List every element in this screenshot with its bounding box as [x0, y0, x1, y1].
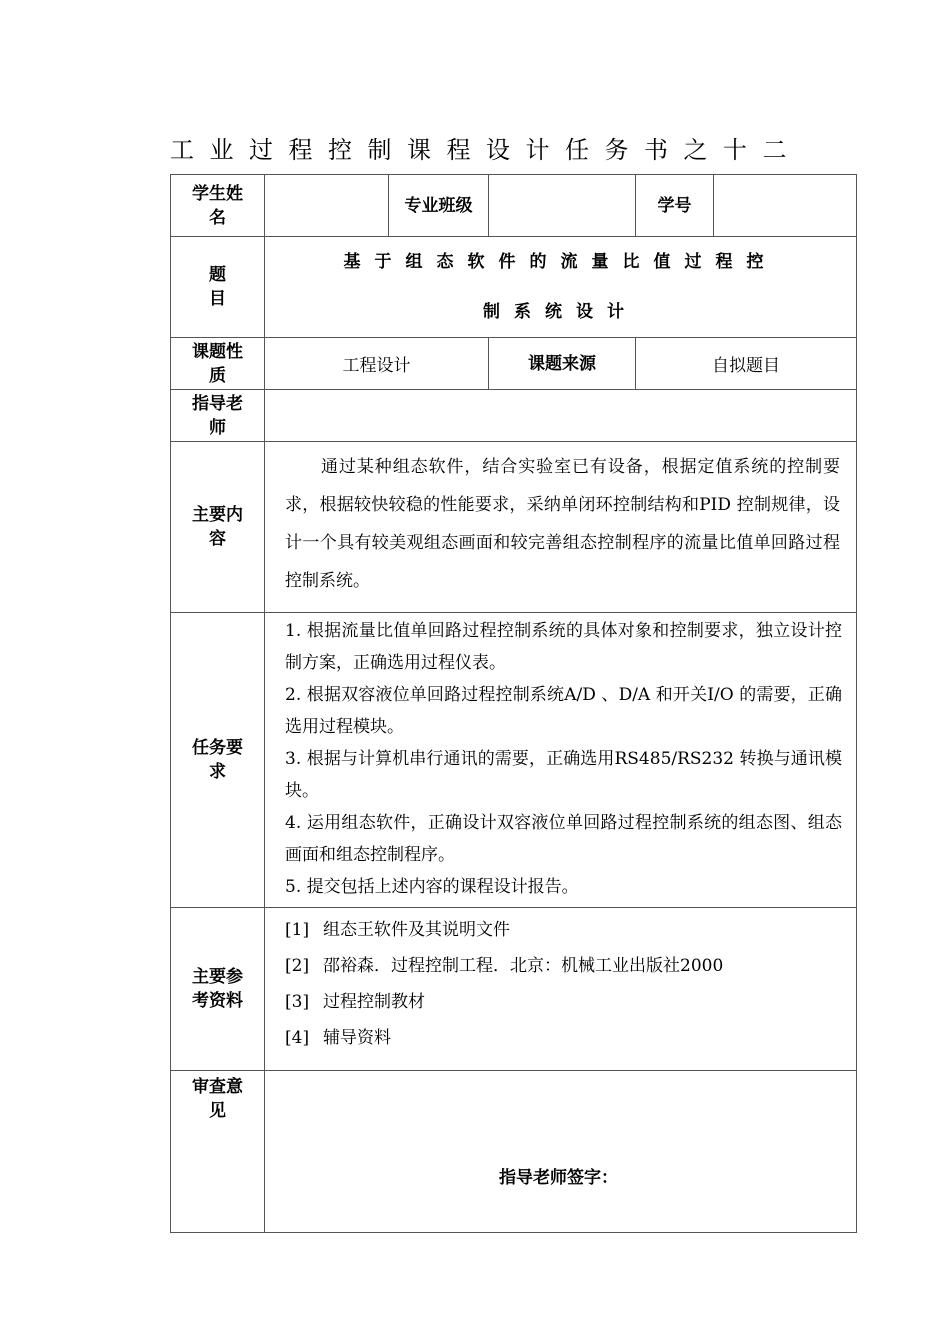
student-info-row	[171, 175, 857, 237]
content-text	[265, 442, 857, 613]
task-item: 5. 提交包括上述内容的课程设计报告。	[285, 877, 579, 897]
task-item: 3. 根据与计算机串行通讯的需要，正确选用RS485/RS232 转换与通讯模块。	[285, 749, 842, 801]
reference-text: 邵裕森．过程控制工程．北京：机械工业出版社2000	[323, 956, 724, 976]
advisor-row	[171, 390, 857, 442]
references-label: 主要参考资料	[171, 908, 265, 1071]
tasks-list	[265, 613, 857, 908]
advisor-value[interactable]	[265, 390, 857, 442]
topic-title	[265, 237, 857, 338]
task-item: 2. 根据双容液位单回路过程控制系统A/D 、D/A 和开关I/O 的需要，正确选用过程模块。	[285, 685, 842, 737]
content-paragraph: 通过某种组态软件，结合实验室已有设备，根据定值系统的控制要求，根据较快较稳的性能要求，采纳单闭环控制结构和PID 控制规律，设计一个具有较美观组态画面和较完善组态控制程序的流量比值单回路过程控制系统。	[285, 457, 840, 591]
content-row	[171, 442, 857, 613]
reference-item	[285, 984, 842, 1020]
content-label: 主要内容	[171, 442, 265, 613]
nature-row	[171, 338, 857, 390]
tasks-label: 任务要求	[171, 613, 265, 908]
reference-text: 组态王软件及其说明文件	[323, 920, 510, 940]
review-label: 审查意见	[171, 1071, 265, 1233]
topic-title-line1: 基于组态软件的流量比值过程控	[343, 252, 778, 272]
review-row	[171, 1071, 857, 1233]
reference-text: 辅导资料	[323, 1028, 391, 1048]
nature-label: 课题性质	[171, 338, 265, 390]
tasks-row	[171, 613, 857, 908]
source-value: 自拟题目	[636, 338, 857, 390]
reference-number: [2]	[285, 956, 310, 976]
class-label: 专业班级	[389, 175, 489, 237]
document-title: 工业过程控制课程设计任务书之十二	[170, 136, 802, 164]
student-name-value[interactable]	[265, 175, 389, 237]
reference-text: 过程控制教材	[323, 992, 425, 1012]
reference-item	[285, 912, 842, 948]
references-row	[171, 908, 857, 1071]
task-form-table	[170, 174, 857, 1233]
student-name-label: 学生姓名	[171, 175, 265, 237]
reference-number: [4]	[285, 1028, 310, 1048]
references-list	[265, 908, 857, 1071]
task-item: 4. 运用组态软件，正确设计双容液位单回路过程控制系统的组态图、组态画面和组态控制程序。	[285, 813, 842, 865]
class-value[interactable]	[489, 175, 636, 237]
nature-value: 工程设计	[265, 338, 489, 390]
task-item: 1. 根据流量比值单回路过程控制系统的具体对象和控制要求，独立设计控制方案，正确选用过程仪表。	[285, 621, 842, 673]
topic-title-line2: 制系统设计	[483, 302, 638, 322]
advisor-signature-label: 指导老师签字：	[499, 1168, 618, 1188]
source-label: 课题来源	[489, 338, 636, 390]
reference-number: [1]	[285, 920, 310, 940]
reference-number: [3]	[285, 992, 310, 1012]
reference-item	[285, 1020, 842, 1056]
reference-item	[285, 948, 842, 984]
student-id-value[interactable]	[714, 175, 857, 237]
advisor-label: 指导老师	[171, 390, 265, 442]
topic-row	[171, 237, 857, 338]
review-cell[interactable]	[265, 1071, 857, 1233]
topic-label: 题目	[171, 237, 265, 338]
student-id-label: 学号	[636, 175, 714, 237]
